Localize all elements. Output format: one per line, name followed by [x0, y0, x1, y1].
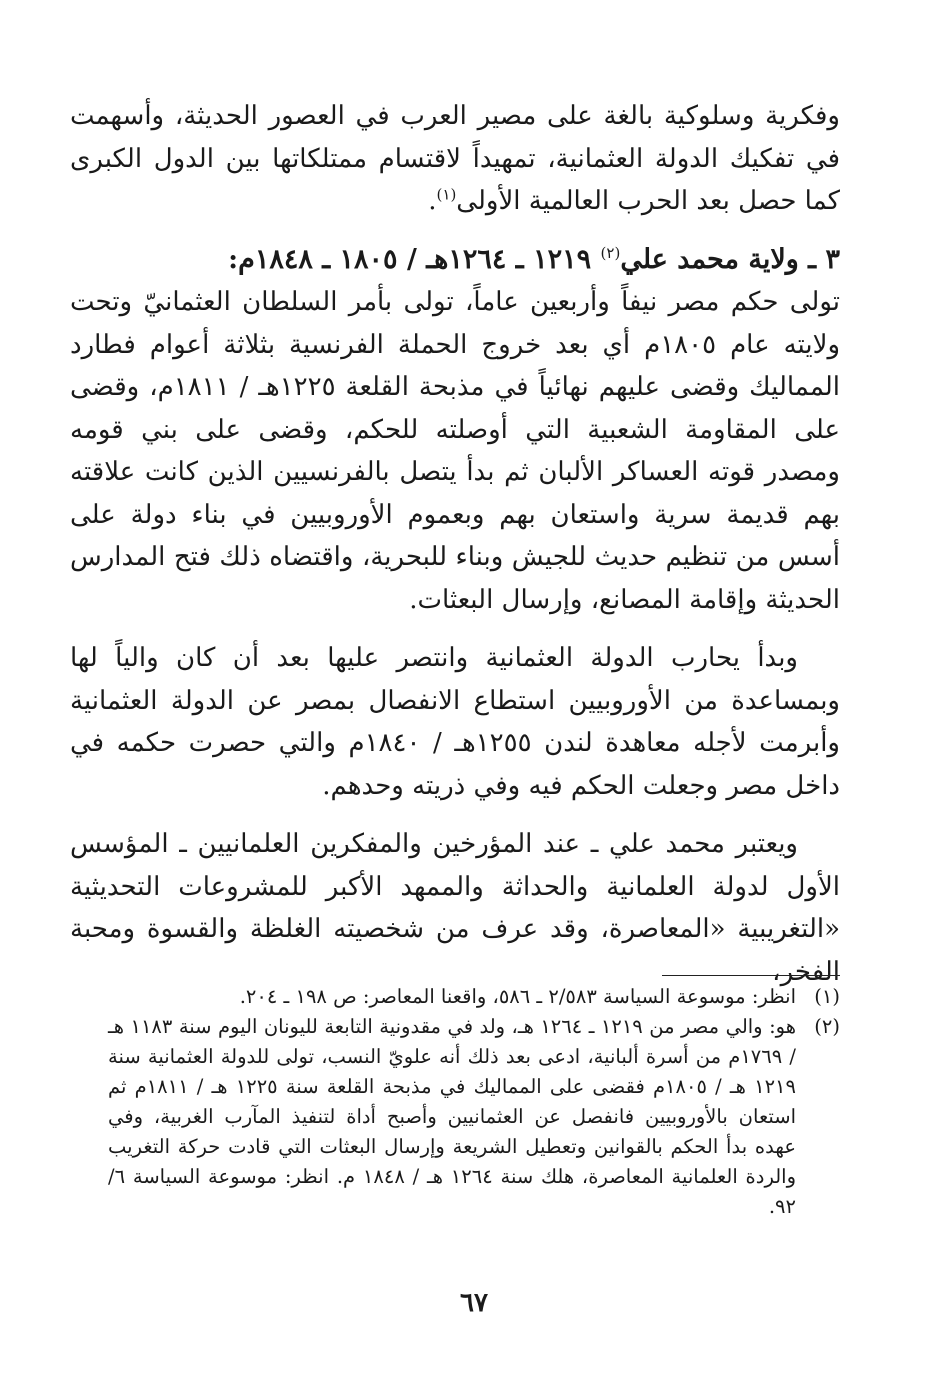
footnote-text: انظر: موسوعة السياسة ٢/٥٨٣ ـ ٥٨٦، واقعنا المعاصر: ص ١٩٨ ـ ٢٠٤.	[239, 985, 796, 1008]
footnote-item	[108, 982, 840, 1012]
footnote-number: (٢)	[814, 1015, 840, 1038]
footnote-text: هو: والي مصر من ١٢١٩ ـ ١٢٦٤ هـ، ولد في مقدونية التابعة لليونان اليوم سنة ١١٨٣ هـ / ١٧٦٩م من أسرة ألبانية، ادعى بعد ذلك أنه علويّ النسب، تولى للدولة العثمانية سنة ١٢١٩ هـ / ١٨٠٥م فقضى على المماليك في مذبحة القلعة سنة ١٢٢٥ هـ / ١٨١١م ثم استعان بالأوروبيين فانفصل عن العثمانيين وأصبح أداة لتنفيذ المآرب الغربية، وفي عهده بدأ الحكم بالقوانين وتعطيل الشريعة وإرسال البعثات التي قادت حركة التغريب والردة العلمانية المعاصرة، هلك سنة ١٢٦٤ هـ / ١٨٤٨ م. انظر: موسوعة السياسة ٦/ ٩٢.	[108, 1015, 796, 1218]
footnote-ref-2: (٢)	[600, 243, 621, 262]
paragraph-founder: ويعتبر محمد علي ـ عند المؤرخين والمفكرين العلمانيين ـ المؤسس الأول لدولة العلمانية والحداثة والممهد الأكبر للمشروعات التحديثية «التغريبية «المعاصرة، وقد عرف من شخصيته الغلظة والقسوة ومحبة الفخر،	[70, 829, 840, 987]
footnote-ref-1: (١)	[436, 185, 457, 204]
paragraph-reign: تولى حكم مصر نيفاً وأربعين عاماً، تولى بأمر السلطان العثمانيّ وتحت ولايته عام ١٨٠٥م أي بعد خروج الحملة الفرنسية بثلاثة أعوام فطارد المماليك وقضى عليهم نهائياً في مذبحة القلعة ١٢٢٥هـ / ١٨١١م، وقضى على المقاومة الشعبية التي أوصلته للحكم، وقضى على بني قومه ومصدر قوته العساكر الألبان ثم بدأ يتصل بالفرنسيين الذين كانت علاقته بهم قديمة سرية واستعان بهم وبعموم الأوروبيين في بناء دولة على أسس من تنظيم حديث للجيش وبناء للبحرية، واقتضاه ذلك فتح المدارس الحديثة وإقامة المصانع، وإرسال البعثات.	[70, 287, 840, 615]
footnote-number: (١)	[814, 985, 840, 1008]
paragraph-war: وبدأ يحارب الدولة العثمانية وانتصر عليها بعد أن كان والياً لها وبمساعدة من الأوروبيين استطاع الانفصال بمصر عن الدولة العثمانية وأبرمت لأجله معاهدة لندن ١٢٥٥هـ / ١٨٤٠م والتي حصرت حكمه في داخل مصر وجعلت الحكم فيه وفي ذريته وحدهم.	[70, 643, 840, 801]
heading-dates: ١٢١٩ ـ ١٢٦٤هـ / ١٨٠٥ ـ ١٨٤٨م:	[228, 243, 601, 275]
footnote-separator	[662, 975, 840, 976]
paragraph-intro-continuation	[70, 95, 840, 223]
section-heading	[70, 239, 840, 282]
paragraph-text: وفكرية وسلوكية بالغة على مصير العرب في العصور الحديثة، وأسهمت في تفكيك الدولة العثمانية، تمهيداً لاقتسام ممتلكاتها بين الدول الكبرى كما حصل بعد الحرب العالمية الأولى	[70, 101, 840, 216]
main-text	[70, 95, 840, 993]
heading-title: ٣ ـ ولاية محمد علي	[620, 243, 840, 275]
paragraph-end-punct: .	[428, 186, 437, 216]
footnotes	[108, 982, 840, 1222]
page-number: ٦٧	[460, 1288, 488, 1318]
footnote-item	[108, 1012, 840, 1222]
